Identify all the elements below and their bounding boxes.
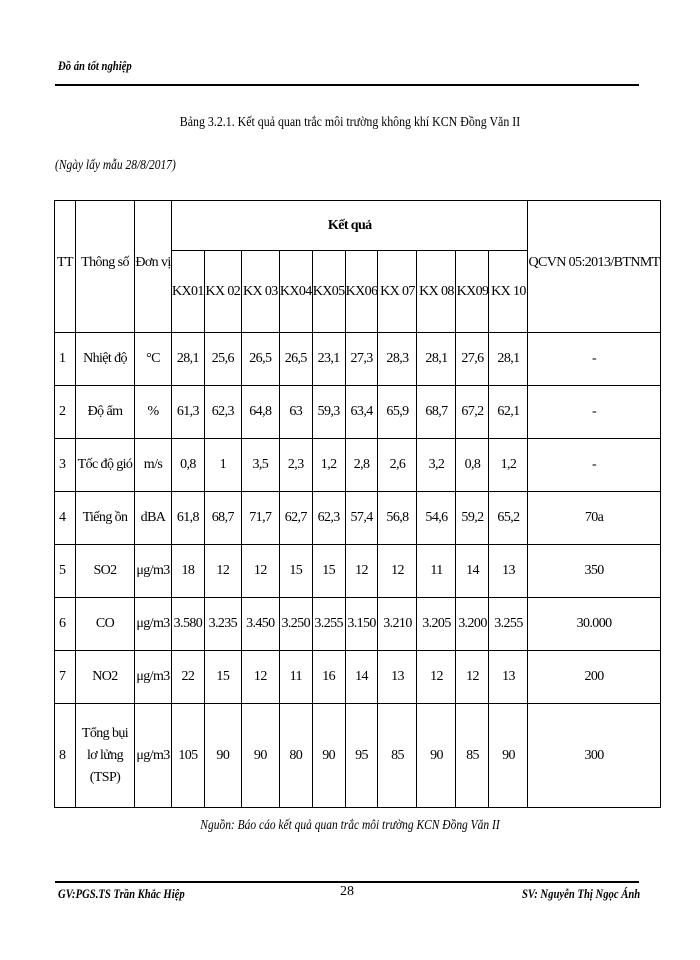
row-value: 0,8 xyxy=(172,439,205,492)
row-value: 3.255 xyxy=(312,598,345,651)
row-index: 6 xyxy=(55,598,76,651)
row-value: 12 xyxy=(204,545,241,598)
row-value: 25,6 xyxy=(204,333,241,386)
row-value: 2,6 xyxy=(378,439,417,492)
row-value: 59,3 xyxy=(312,386,345,439)
row-standard: - xyxy=(528,386,660,439)
row-value: 12 xyxy=(345,545,378,598)
header-station: KX 08 xyxy=(417,251,456,333)
row-value: 90 xyxy=(312,704,345,808)
row-value: 62,3 xyxy=(204,386,241,439)
row-value: 2,8 xyxy=(345,439,378,492)
row-value: 12 xyxy=(241,545,279,598)
row-value: 15 xyxy=(312,545,345,598)
row-value: 85 xyxy=(456,704,489,808)
row-parameter: Nhiệt độ xyxy=(76,333,135,386)
row-standard: 300 xyxy=(528,704,660,808)
row-value: 18 xyxy=(172,545,205,598)
row-value: 11 xyxy=(279,651,312,704)
footer-supervisor: GV:PGS.TS Trần Khắc Hiệp xyxy=(58,886,185,901)
row-value: 0,8 xyxy=(456,439,489,492)
row-value: 3.580 xyxy=(172,598,205,651)
row-parameter: Độ ẩm xyxy=(76,386,135,439)
footer-student: SV: Nguyễn Thị Ngọc Ánh xyxy=(521,886,640,901)
row-value: 68,7 xyxy=(204,492,241,545)
row-unit: μg/m3 xyxy=(135,651,172,704)
row-index: 3 xyxy=(55,439,76,492)
row-value: 12 xyxy=(241,651,279,704)
table-caption: Bảng 3.2.1. Kết quả quan trắc môi trường không khí KCN Đồng Văn II xyxy=(179,115,521,130)
row-value: 15 xyxy=(204,651,241,704)
row-value: 28,1 xyxy=(172,333,205,386)
row-value: 68,7 xyxy=(417,386,456,439)
row-value: 28,1 xyxy=(417,333,456,386)
row-value: 15 xyxy=(279,545,312,598)
row-value: 3.235 xyxy=(204,598,241,651)
row-value: 95 xyxy=(345,704,378,808)
row-value: 62,3 xyxy=(312,492,345,545)
row-index: 8 xyxy=(55,704,76,808)
row-value: 90 xyxy=(204,704,241,808)
row-parameter: Tổng bụi lơ lửng (TSP) xyxy=(76,704,135,808)
row-unit: μg/m3 xyxy=(135,545,172,598)
row-value: 54,6 xyxy=(417,492,456,545)
row-unit: dBA xyxy=(135,492,172,545)
footer-divider xyxy=(55,881,639,883)
header-results: Kết quả xyxy=(172,201,528,251)
row-standard: - xyxy=(528,439,660,492)
row-value: 65,2 xyxy=(489,492,528,545)
row-value: 26,5 xyxy=(279,333,312,386)
row-standard: 70a xyxy=(528,492,660,545)
header-station: KX 02 xyxy=(204,251,241,333)
row-standard: 200 xyxy=(528,651,660,704)
header-station: KX 10 xyxy=(489,251,528,333)
header-standard: QCVN 05:2013/BTNMT xyxy=(528,201,660,333)
air-quality-table xyxy=(54,200,661,808)
header-tt: TT xyxy=(55,201,76,333)
header-station: KX01 xyxy=(172,251,205,333)
table-row xyxy=(55,598,661,651)
row-parameter: SO2 xyxy=(76,545,135,598)
row-value: 80 xyxy=(279,704,312,808)
row-value: 11 xyxy=(417,545,456,598)
row-value: 3,2 xyxy=(417,439,456,492)
row-value: 3.250 xyxy=(279,598,312,651)
row-value: 13 xyxy=(378,651,417,704)
row-value: 12 xyxy=(417,651,456,704)
row-value: 61,8 xyxy=(172,492,205,545)
row-value: 16 xyxy=(312,651,345,704)
header-station: KX 07 xyxy=(378,251,417,333)
row-index: 4 xyxy=(55,492,76,545)
row-value: 14 xyxy=(456,545,489,598)
page-number: 28 xyxy=(340,884,354,899)
row-value: 1,2 xyxy=(489,439,528,492)
header-station: KX05 xyxy=(312,251,345,333)
row-value: 62,7 xyxy=(279,492,312,545)
row-value: 3.450 xyxy=(241,598,279,651)
row-value: 12 xyxy=(378,545,417,598)
row-value: 14 xyxy=(345,651,378,704)
row-value: 57,4 xyxy=(345,492,378,545)
row-value: 59,2 xyxy=(456,492,489,545)
row-value: 63,4 xyxy=(345,386,378,439)
row-standard: 30.000 xyxy=(528,598,660,651)
table-row xyxy=(55,439,661,492)
row-standard: 350 xyxy=(528,545,660,598)
row-index: 2 xyxy=(55,386,76,439)
row-value: 1 xyxy=(204,439,241,492)
header-station: KX09 xyxy=(456,251,489,333)
row-value: 27,6 xyxy=(456,333,489,386)
row-unit: °C xyxy=(135,333,172,386)
row-value: 27,3 xyxy=(345,333,378,386)
row-value: 1,2 xyxy=(312,439,345,492)
row-value: 3.255 xyxy=(489,598,528,651)
row-value: 3.150 xyxy=(345,598,378,651)
row-value: 3.210 xyxy=(378,598,417,651)
table-row xyxy=(55,386,661,439)
row-value: 3.200 xyxy=(456,598,489,651)
row-unit: μg/m3 xyxy=(135,598,172,651)
row-parameter: Tốc độ gió xyxy=(76,439,135,492)
header-station: KX 03 xyxy=(241,251,279,333)
sampling-date: (Ngày lấy mẫu 28/8/2017) xyxy=(55,158,176,173)
header-divider xyxy=(55,84,639,86)
row-unit: % xyxy=(135,386,172,439)
row-value: 12 xyxy=(456,651,489,704)
row-unit: μg/m3 xyxy=(135,704,172,808)
row-value: 13 xyxy=(489,651,528,704)
row-value: 3.205 xyxy=(417,598,456,651)
row-value: 28,1 xyxy=(489,333,528,386)
table-row xyxy=(55,651,661,704)
row-value: 90 xyxy=(489,704,528,808)
row-value: 28,3 xyxy=(378,333,417,386)
row-parameter: CO xyxy=(76,598,135,651)
row-value: 13 xyxy=(489,545,528,598)
table-header-row xyxy=(55,201,661,251)
row-index: 1 xyxy=(55,333,76,386)
row-value: 67,2 xyxy=(456,386,489,439)
row-unit: m/s xyxy=(135,439,172,492)
table-row xyxy=(55,545,661,598)
header-parameter: Thông số xyxy=(76,201,135,333)
table-row xyxy=(55,333,661,386)
row-value: 61,3 xyxy=(172,386,205,439)
header-unit: Đơn vị xyxy=(135,201,172,333)
header-station: KX06 xyxy=(345,251,378,333)
row-value: 3,5 xyxy=(241,439,279,492)
row-value: 90 xyxy=(417,704,456,808)
row-value: 90 xyxy=(241,704,279,808)
row-value: 2,3 xyxy=(279,439,312,492)
row-parameter: NO2 xyxy=(76,651,135,704)
row-index: 5 xyxy=(55,545,76,598)
row-index: 7 xyxy=(55,651,76,704)
row-value: 65,9 xyxy=(378,386,417,439)
row-value: 62,1 xyxy=(489,386,528,439)
table-row xyxy=(55,492,661,545)
row-value: 23,1 xyxy=(312,333,345,386)
row-parameter: Tiếng ồn xyxy=(76,492,135,545)
row-value: 85 xyxy=(378,704,417,808)
header-station: KX04 xyxy=(279,251,312,333)
row-value: 63 xyxy=(279,386,312,439)
table-source-note: Nguồn: Báo cáo kết quả quan trắc môi trường KCN Đồng Văn II xyxy=(200,818,500,833)
row-value: 64,8 xyxy=(241,386,279,439)
row-value: 105 xyxy=(172,704,205,808)
row-value: 26,5 xyxy=(241,333,279,386)
table-row xyxy=(55,704,661,808)
row-value: 71,7 xyxy=(241,492,279,545)
row-standard: - xyxy=(528,333,660,386)
row-value: 56,8 xyxy=(378,492,417,545)
row-value: 22 xyxy=(172,651,205,704)
document-header-title: Đồ án tốt nghiệp xyxy=(58,58,132,73)
